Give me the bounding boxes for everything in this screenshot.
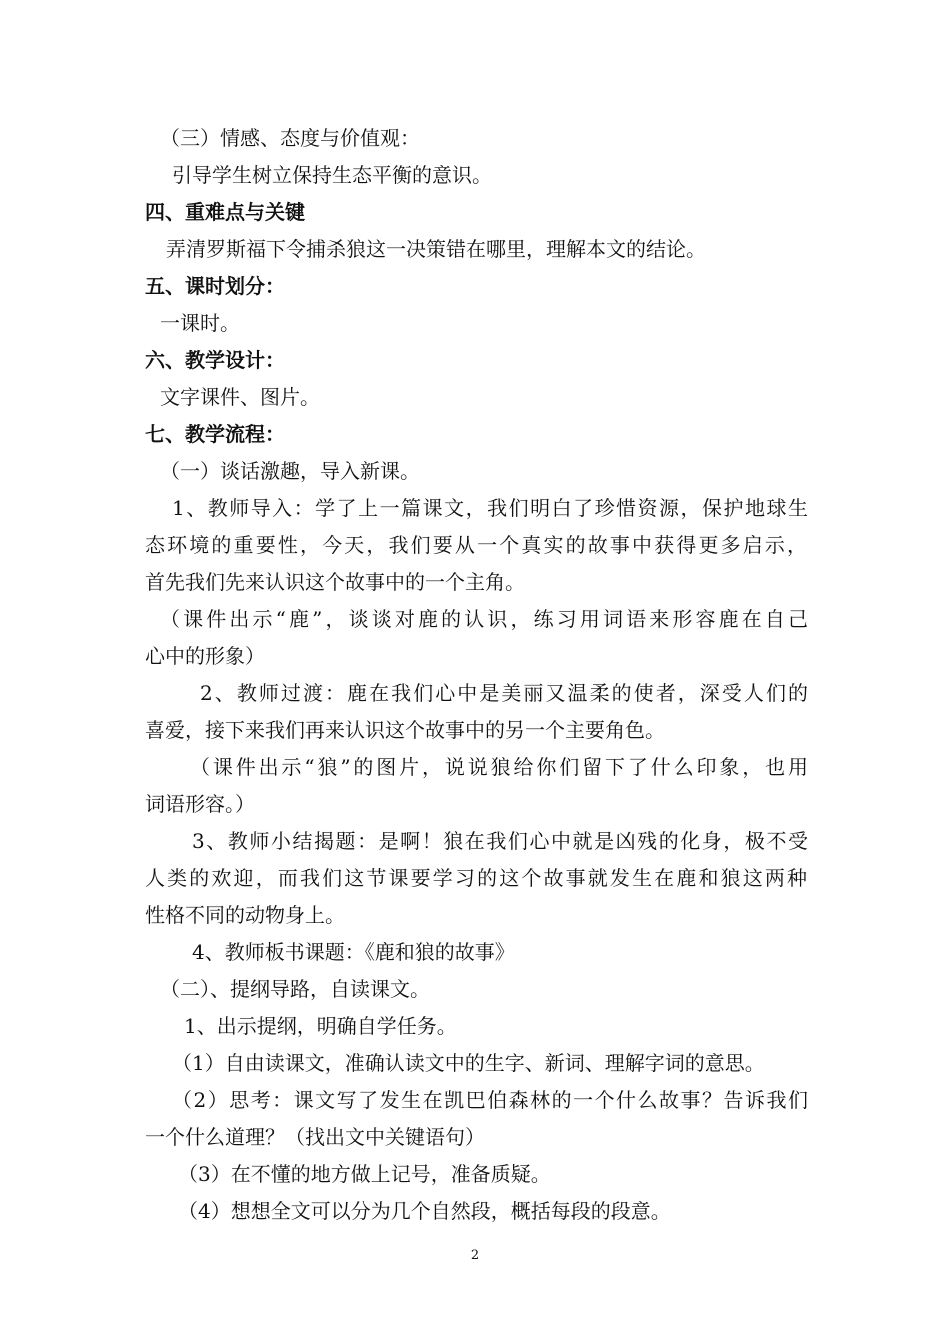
body-text-line: 人类的欢迎，而我们这节课要学习的这个故事就发生在鹿和狼这两种 <box>145 866 807 890</box>
body-text-line: 词语形容。） <box>145 792 255 816</box>
list-item: （1）自由读课文，准确认读文中的生字、新词、理解字词的意思。 <box>172 1051 765 1075</box>
heading-class-hours: 五、课时划分： <box>145 274 285 298</box>
subheading-introduction: （一）谈话激趣，导入新课。 <box>160 459 420 483</box>
body-text-line: 2、教师过渡：鹿在我们心中是美丽又温柔的使者，深受人们的 <box>200 681 808 705</box>
body-text-line: 文字课件、图片。 <box>160 385 320 409</box>
heading-key-difficulties: 四、重难点与关键 <box>145 200 305 224</box>
heading-teaching-process: 七、教学流程： <box>145 422 285 446</box>
body-text-line: （课件出示“狼”的图片，说说狼给你们留下了什么印象，也用 <box>190 755 808 779</box>
body-text-line: 一课时。 <box>160 311 240 335</box>
body-text-line: 3、教师小结揭题：是啊！狼在我们心中就是凶残的化身，极不受 <box>192 829 808 853</box>
list-item: （4）想想全文可以分为几个自然段，概括每段的段意。 <box>178 1199 671 1223</box>
heading-teaching-design: 六、教学设计： <box>145 348 285 372</box>
body-text-line: 态环境的重要性，今天，我们要从一个真实的故事中获得更多启示， <box>145 533 807 557</box>
section-emotion-attitude-values: （三）情感、态度与价值观： <box>160 126 420 150</box>
body-text-line: 弄清罗斯福下令捕杀狼这一决策错在哪里，理解本文的结论。 <box>166 237 706 261</box>
body-text-line: 首先我们先来认识这个故事中的一个主角。 <box>145 570 525 594</box>
body-text-line: 1、教师导入：学了上一篇课文，我们明白了珍惜资源，保护地球生 <box>172 496 808 520</box>
body-text-line: 1、出示提纲，明确自学任务。 <box>184 1014 457 1038</box>
subheading-outline-reading: （二）、提纲导路，自读课文。 <box>160 977 430 1001</box>
body-text-line: 心中的形象） <box>145 644 265 668</box>
body-text-line: 引导学生树立保持生态平衡的意识。 <box>172 163 492 187</box>
list-item-continuation: 一个什么道理？（找出文中关键语句） <box>145 1125 485 1149</box>
body-text-line: 4、教师板书课题：《鹿和狼的故事》 <box>192 940 515 964</box>
page-number: 2 <box>470 1248 480 1263</box>
body-text-line: （课件出示“鹿”，谈谈对鹿的认识，练习用词语来形容鹿在自己 <box>160 607 808 631</box>
body-text-line: 喜爱，接下来我们再来认识这个故事中的另一个主要角色。 <box>145 718 665 742</box>
list-item: （3）在不懂的地方做上记号，准备质疑。 <box>178 1162 551 1186</box>
list-item: （2）思考：课文写了发生在凯巴伯森林的一个什么故事？告诉我们 <box>172 1088 808 1112</box>
body-text-line: 性格不同的动物身上。 <box>145 903 345 927</box>
